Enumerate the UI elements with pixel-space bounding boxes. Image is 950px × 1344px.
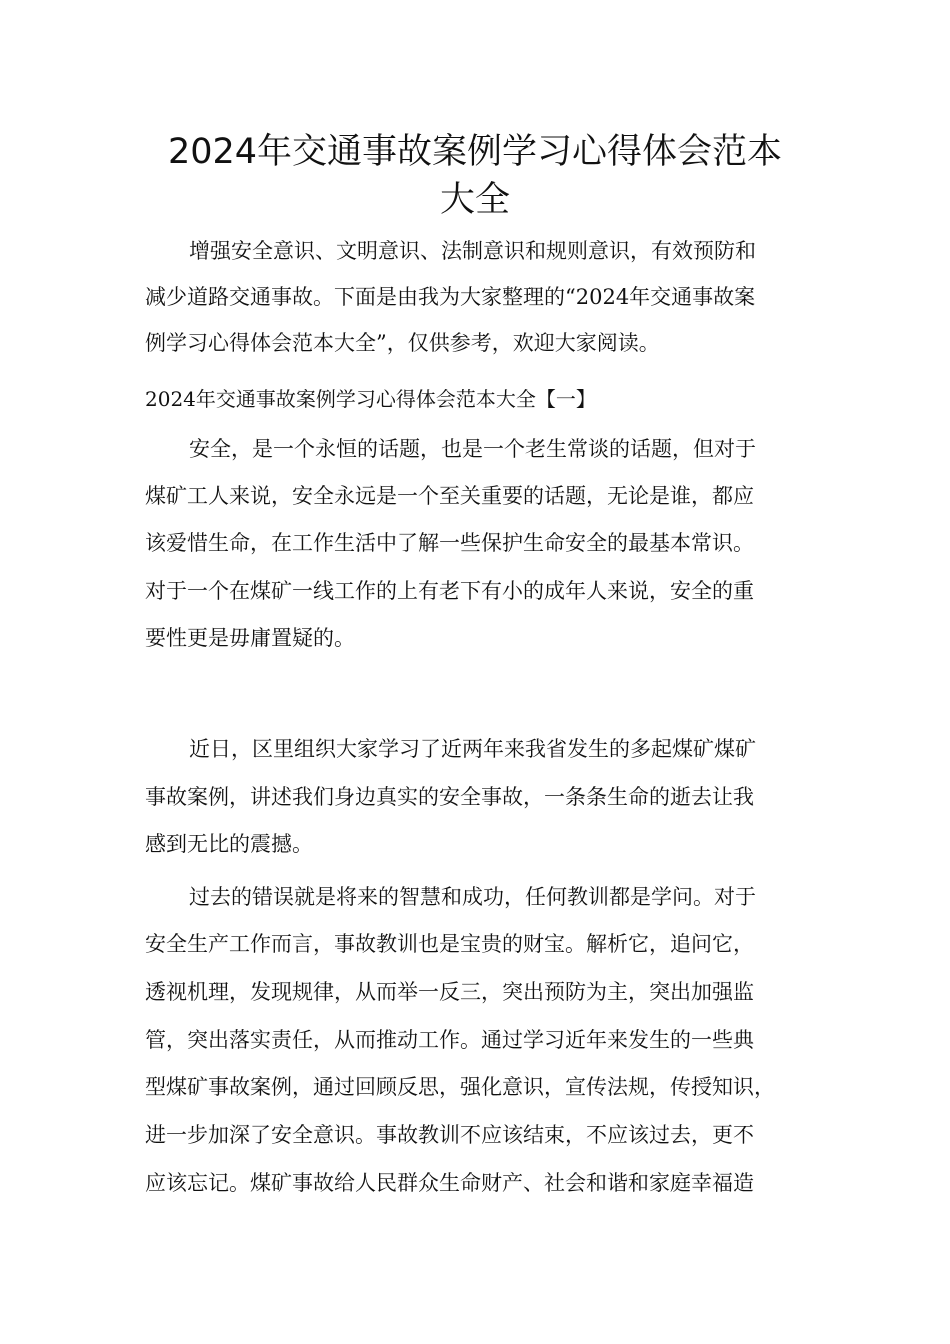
intro-line: 例学习心得体会范本大全”，仅供参考，欢迎大家阅读。 xyxy=(145,331,660,355)
document-title-line-2: 大全 xyxy=(439,180,510,220)
paragraph-line: 过去的错误就是将来的智慧和成功，任何教训都是学问。对于 xyxy=(189,885,756,909)
paragraph-line: 应该忘记。煤矿事故给人民群众生命财产、社会和谐和家庭幸福造 xyxy=(145,1171,754,1195)
paragraph-line: 进一步加深了安全意识。事故教训不应该结束，不应该过去，更不 xyxy=(145,1123,754,1147)
paragraph-line: 安全，是一个永恒的话题，也是一个老生常谈的话题，但对于 xyxy=(189,437,756,461)
intro-line: 减少道路交通事故。下面是由我为大家整理的“2024年交通事故案 xyxy=(145,285,756,309)
paragraph-line: 煤矿工人来说，安全永远是一个至关重要的话题，无论是谁，都应 xyxy=(145,484,754,508)
intro-line: 增强安全意识、文明意识、法制意识和规则意识，有效预防和 xyxy=(189,239,756,263)
paragraph-line: 感到无比的震撼。 xyxy=(145,832,313,856)
paragraph-line: 事故案例，讲述我们身边真实的安全事故，一条条生命的逝去让我 xyxy=(145,785,754,809)
paragraph-line: 透视机理，发现规律，从而举一反三，突出预防为主，突出加强监 xyxy=(145,980,754,1004)
paragraph-line: 近日，区里组织大家学习了近两年来我省发生的多起煤矿煤矿 xyxy=(189,737,756,761)
document-title-line-1: 2024年交通事故案例学习心得体会范本 xyxy=(167,132,783,172)
paragraph-line: 要性更是毋庸置疑的。 xyxy=(145,626,355,650)
paragraph-line: 安全生产工作而言，事故教训也是宝贵的财宝。解析它，追问它， xyxy=(145,932,754,956)
paragraph-line: 该爱惜生命，在工作生活中了解一些保护生命安全的最基本常识。 xyxy=(145,531,754,555)
paragraph-line: 型煤矿事故案例，通过回顾反思，强化意识，宣传法规，传授知识， xyxy=(145,1075,775,1099)
paragraph-line: 管，突出落实责任，从而推动工作。通过学习近年来发生的一些典 xyxy=(145,1028,754,1052)
section-heading: 2024年交通事故案例学习心得体会范本大全【一】 xyxy=(145,387,596,411)
paragraph-line: 对于一个在煤矿一线工作的上有老下有小的成年人来说，安全的重 xyxy=(145,579,754,603)
